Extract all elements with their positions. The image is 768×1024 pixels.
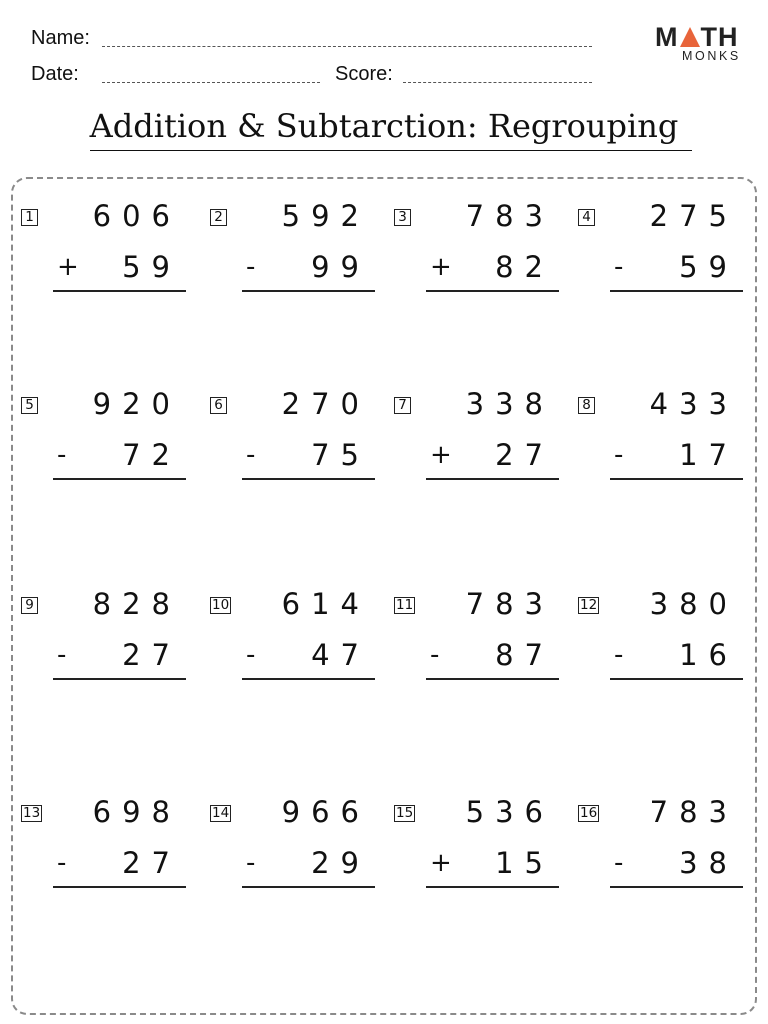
problem-12	[578, 587, 758, 687]
problem-number-badge: 16	[580, 805, 598, 821]
problem-8	[578, 387, 758, 487]
operator-sign: +	[430, 440, 452, 470]
title-underline	[90, 150, 692, 151]
answer-line[interactable]	[242, 886, 375, 888]
operator-sign: +	[57, 252, 79, 282]
top-operand: 966	[281, 795, 370, 829]
top-operand: 920	[92, 387, 181, 421]
bottom-operand: 59	[122, 250, 181, 284]
bottom-operand: 82	[495, 250, 554, 284]
top-operand: 338	[465, 387, 554, 421]
problem-number-badge: 5	[21, 397, 38, 414]
problem-number-badge: 9	[21, 597, 38, 614]
problem-number-badge: 12	[580, 597, 598, 613]
top-operand: 380	[649, 587, 738, 621]
top-operand: 536	[465, 795, 554, 829]
logo-word-end: TH	[700, 22, 739, 52]
date-field[interactable]	[102, 82, 320, 83]
problem-number-badge: 8	[578, 397, 595, 414]
bottom-operand: 27	[122, 846, 181, 880]
bottom-operand: 99	[311, 250, 370, 284]
score-label: Score:	[335, 63, 393, 85]
operator-sign: -	[614, 440, 624, 470]
operator-sign: -	[246, 640, 256, 670]
answer-line[interactable]	[242, 478, 375, 480]
problem-number-badge: 3	[394, 209, 411, 226]
problem-number-badge: 10	[212, 597, 230, 613]
top-operand: 614	[281, 587, 370, 621]
score-field[interactable]	[403, 82, 592, 83]
operator-sign: -	[57, 440, 67, 470]
logo-word-start: M	[655, 22, 679, 52]
problem-11	[394, 587, 574, 687]
top-operand: 698	[92, 795, 181, 829]
answer-line[interactable]	[426, 478, 559, 480]
operator-sign: -	[57, 640, 67, 670]
answer-line[interactable]	[610, 290, 743, 292]
top-operand: 592	[281, 199, 370, 233]
answer-line[interactable]	[242, 290, 375, 292]
answer-line[interactable]	[53, 886, 186, 888]
problem-number-badge: 6	[210, 397, 227, 414]
problem-number-badge: 13	[23, 805, 41, 821]
answer-line[interactable]	[426, 886, 559, 888]
top-operand: 783	[649, 795, 738, 829]
operator-sign: -	[246, 252, 256, 282]
bottom-operand: 27	[122, 638, 181, 672]
top-operand: 783	[465, 587, 554, 621]
problem-15	[394, 795, 574, 895]
triangle-icon	[680, 27, 700, 47]
answer-line[interactable]	[610, 886, 743, 888]
problem-number-badge: 2	[210, 209, 227, 226]
top-operand: 606	[92, 199, 181, 233]
problem-10	[210, 587, 390, 687]
operator-sign: -	[614, 252, 624, 282]
answer-line[interactable]	[53, 290, 186, 292]
bottom-operand: 29	[311, 846, 370, 880]
top-operand: 270	[281, 387, 370, 421]
answer-line[interactable]	[53, 678, 186, 680]
problem-7	[394, 387, 574, 487]
operator-sign: -	[246, 848, 256, 878]
top-operand: 783	[465, 199, 554, 233]
operator-sign: -	[430, 640, 440, 670]
bottom-operand: 17	[679, 438, 738, 472]
bottom-operand: 47	[311, 638, 370, 672]
problem-14	[210, 795, 390, 895]
operator-sign: +	[430, 848, 452, 878]
problem-number-badge: 14	[212, 805, 230, 821]
problem-4	[578, 199, 758, 299]
math-monks-logo	[655, 22, 745, 67]
problem-5	[21, 387, 201, 487]
top-operand: 828	[92, 587, 181, 621]
problem-9	[21, 587, 201, 687]
answer-line[interactable]	[426, 290, 559, 292]
name-field[interactable]	[102, 46, 592, 47]
answer-line[interactable]	[53, 478, 186, 480]
operator-sign: -	[614, 848, 624, 878]
operator-sign: -	[57, 848, 67, 878]
problem-number-badge: 11	[396, 597, 414, 613]
bottom-operand: 72	[122, 438, 181, 472]
bottom-operand: 38	[679, 846, 738, 880]
bottom-operand: 27	[495, 438, 554, 472]
problem-6	[210, 387, 390, 487]
answer-line[interactable]	[426, 678, 559, 680]
date-label: Date:	[31, 63, 79, 85]
operator-sign: -	[246, 440, 256, 470]
bottom-operand: 75	[311, 438, 370, 472]
worksheet-title: Addition & Subtarction: Regrouping	[89, 107, 679, 145]
problem-number-badge: 4	[578, 209, 595, 226]
problem-number-badge: 1	[21, 209, 38, 226]
problem-1	[21, 199, 201, 299]
problem-3	[394, 199, 574, 299]
answer-line[interactable]	[242, 678, 375, 680]
problem-number-badge: 15	[396, 805, 414, 821]
answer-line[interactable]	[610, 678, 743, 680]
bottom-operand: 15	[495, 846, 554, 880]
operator-sign: -	[614, 640, 624, 670]
problem-16	[578, 795, 758, 895]
bottom-operand: 87	[495, 638, 554, 672]
top-operand: 433	[649, 387, 738, 421]
logo-subtitle: MONKS	[682, 49, 741, 63]
problem-number-badge: 7	[394, 397, 411, 414]
problem-2	[210, 199, 390, 299]
top-operand: 275	[649, 199, 738, 233]
bottom-operand: 16	[679, 638, 738, 672]
answer-line[interactable]	[610, 478, 743, 480]
operator-sign: +	[430, 252, 452, 282]
bottom-operand: 59	[679, 250, 738, 284]
name-label: Name:	[31, 27, 90, 49]
problem-13	[21, 795, 201, 895]
